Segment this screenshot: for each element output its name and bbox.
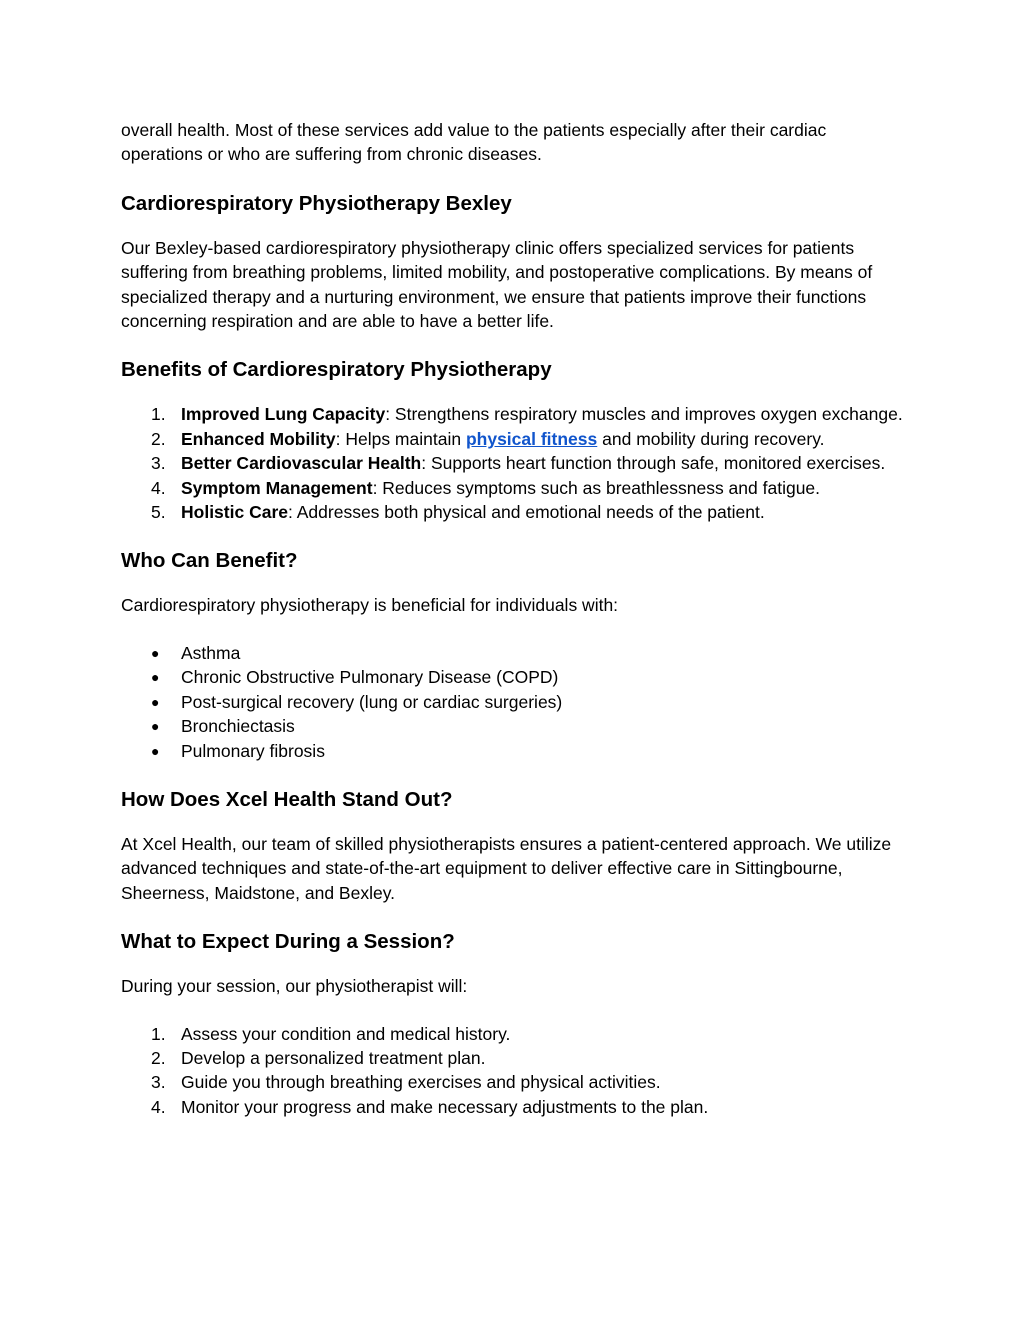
benefit-description-start: : Helps maintain (335, 428, 466, 449)
list-number: 2. (151, 1047, 166, 1068)
list-number: 5. (151, 502, 166, 523)
benefit-term: Improved Lung Capacity (181, 404, 386, 425)
heading-what-to-expect: What to Expect During a Session? (121, 930, 455, 954)
benefits-list (121, 402, 911, 524)
session-intro-paragraph: During your session, our physiotherapist will: (121, 976, 468, 997)
heading-how-xcel-stands-out: How Does Xcel Health Stand Out? (121, 787, 453, 811)
document-page (121, 118, 911, 1119)
bexley-clinic-paragraph: Our Bexley-based cardiorespiratory physiotherapy clinic offers specialized services for patients suffering from breathing problems, limited mobility, and postoperative complications. By means of specialized therapy and a nurturing environment, we ensure that patients improve their functions concerning respiration and are able to have a better life. (121, 237, 873, 332)
list-number: 4. (151, 477, 166, 498)
list-number: 4. (151, 1096, 166, 1117)
benefit-item (121, 427, 911, 451)
who-can-benefit-intro: Cardiorespiratory physiotherapy is beneficial for individuals with: (121, 595, 619, 616)
list-item (121, 641, 911, 665)
intro-paragraph: overall health. Most of these services add value to the patients especially after their cardiac operations or who are suffering from chronic diseases. (121, 120, 827, 165)
condition-text: Bronchiectasis (181, 716, 295, 737)
condition-text: Pulmonary fibrosis (181, 740, 325, 761)
benefit-description: : Reduces symptoms such as breathlessness and fatigue. (372, 477, 821, 498)
session-step (121, 1046, 911, 1070)
bullet-icon: ● (151, 693, 160, 710)
condition-text: Post-surgical recovery (lung or cardiac surgeries) (181, 691, 563, 712)
session-step (121, 1022, 911, 1046)
xcel-health-paragraph: At Xcel Health, our team of skilled physiotherapists ensures a patient-centered approach. We utilize advanced techniques and state-of-the-art equipment to deliver effective care in Sittingbourne, Sheerness, Maidstone, and Bexley. (121, 833, 892, 903)
step-text: Assess your condition and medical history. (181, 1023, 511, 1044)
conditions-list (121, 641, 911, 763)
bullet-icon: ● (151, 742, 160, 759)
list-number: 3. (151, 1072, 166, 1093)
step-text: Develop a personalized treatment plan. (181, 1047, 486, 1068)
heading-cardiorespiratory-physiotherapy-bexley: Cardiorespiratory Physiotherapy Bexley (121, 191, 512, 215)
benefit-item (121, 500, 911, 524)
list-item (121, 690, 911, 714)
session-steps-list (121, 1022, 911, 1120)
benefit-term: Better Cardiovascular Health (181, 453, 422, 474)
list-item (121, 739, 911, 763)
heading-benefits: Benefits of Cardiorespiratory Physiotherapy (121, 358, 552, 382)
benefit-item (121, 476, 911, 500)
list-number: 1. (151, 1023, 166, 1044)
list-number: 2. (151, 428, 166, 449)
benefit-term: Symptom Management (181, 477, 373, 498)
session-step (121, 1095, 911, 1119)
benefit-term: Enhanced Mobility (181, 428, 336, 449)
heading-who-can-benefit: Who Can Benefit? (121, 549, 298, 573)
list-number: 3. (151, 453, 166, 474)
benefit-description-end: and mobility during recovery. (597, 428, 825, 449)
benefit-description: : Strengthens respiratory muscles and improves oxygen exchange. (385, 404, 903, 425)
bullet-icon: ● (151, 669, 160, 686)
bullet-icon: ● (151, 644, 160, 661)
condition-text: Chronic Obstructive Pulmonary Disease (COPD) (181, 667, 559, 688)
benefit-description: : Supports heart function through safe, monitored exercises. (421, 453, 886, 474)
list-number: 1. (151, 404, 166, 425)
step-text: Monitor your progress and make necessary adjustments to the plan. (181, 1096, 709, 1117)
step-text: Guide you through breathing exercises and physical activities. (181, 1072, 661, 1093)
physical-fitness-link[interactable]: physical fitness (465, 428, 598, 449)
bullet-icon: ● (151, 718, 160, 735)
list-item (121, 665, 911, 689)
list-item (121, 714, 911, 738)
benefit-item (121, 451, 911, 475)
benefit-term: Holistic Care (181, 502, 288, 523)
benefit-description: : Addresses both physical and emotional needs of the patient. (287, 502, 765, 523)
benefit-item (121, 402, 911, 426)
condition-text: Asthma (181, 642, 241, 663)
session-step (121, 1070, 911, 1094)
